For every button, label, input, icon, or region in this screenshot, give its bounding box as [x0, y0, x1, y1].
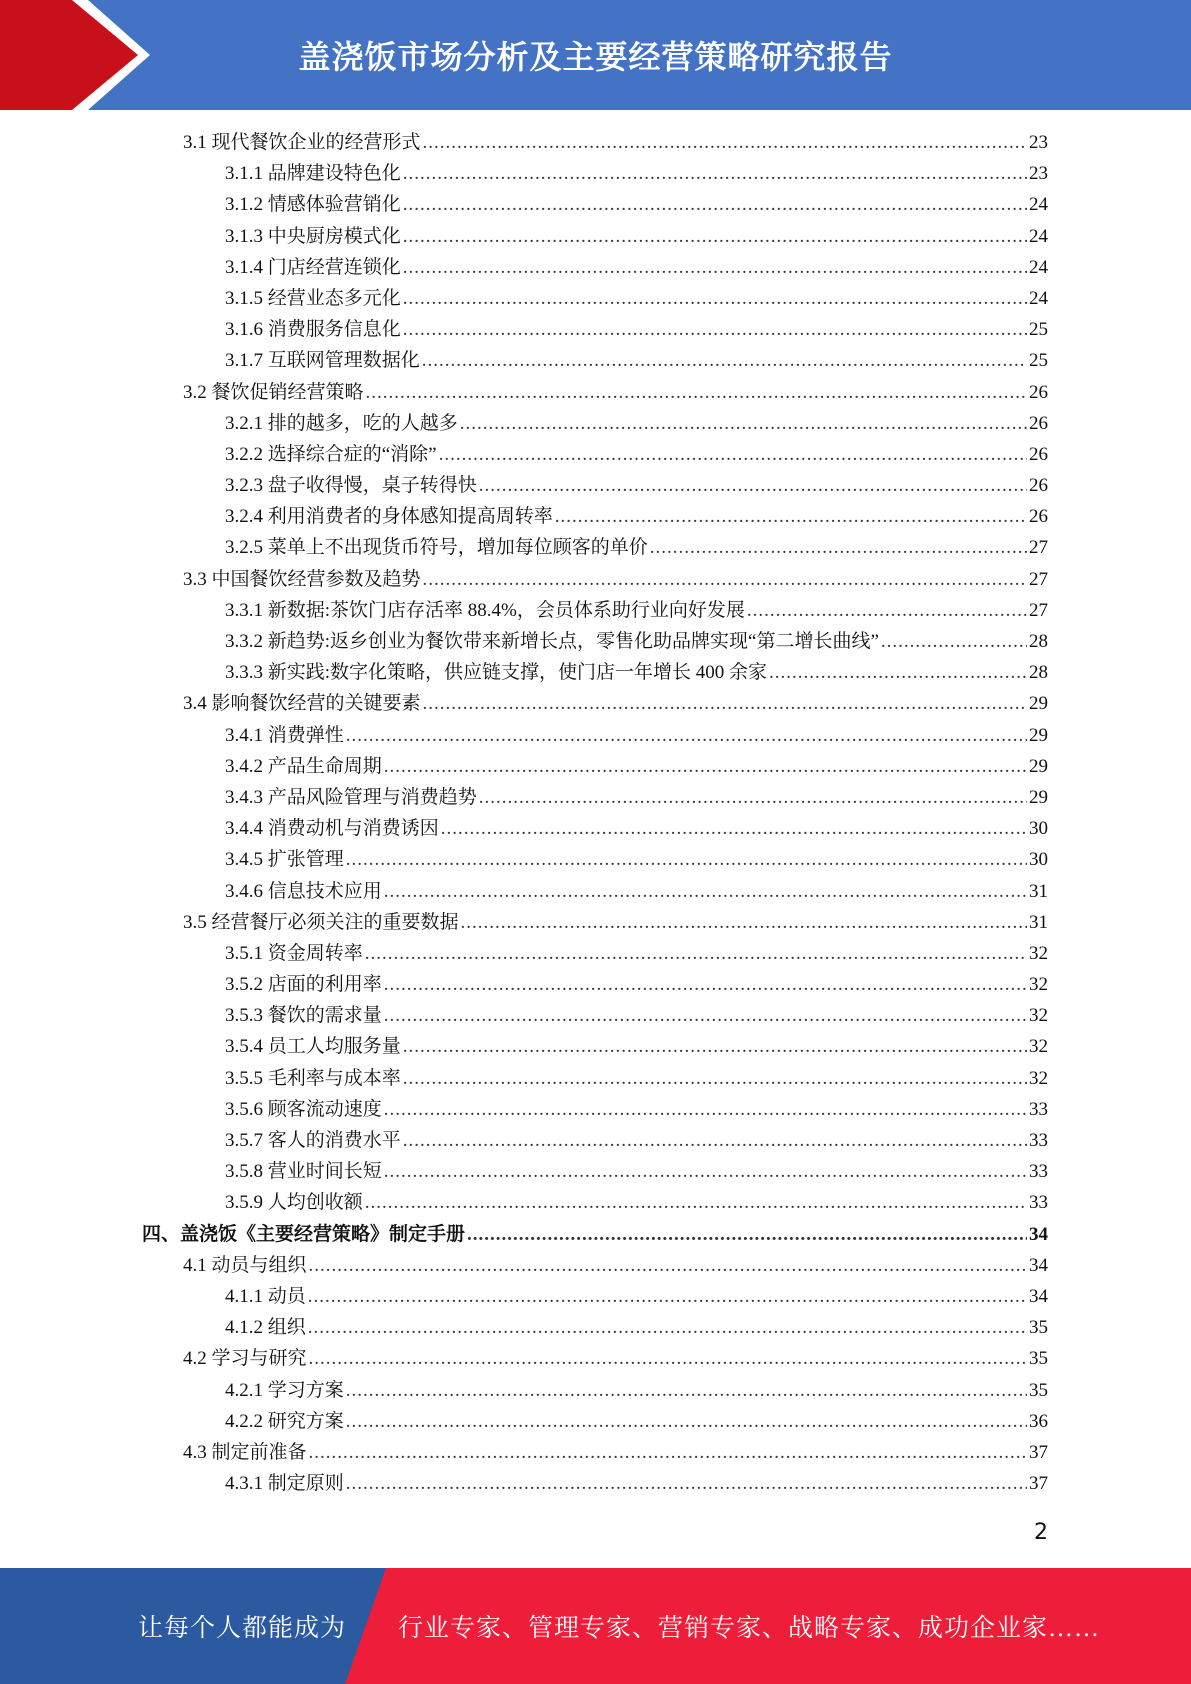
toc-entry-page: 24 [1029, 194, 1048, 216]
toc-entry-title: 3.4.3 产品风险管理与消费趋势 [225, 786, 477, 808]
toc-entry-title: 3.2 餐饮促销经营策略 [183, 381, 364, 403]
toc-entry[interactable] [142, 720, 1048, 751]
toc-entry[interactable] [142, 1343, 1048, 1374]
toc-entry[interactable] [142, 189, 1048, 220]
toc-dot-leader [365, 943, 1027, 965]
page-title: 盖浇饭市场分析及主要经营策略研究报告 [298, 38, 893, 76]
toc-entry-page: 30 [1029, 818, 1048, 840]
toc-dot-leader [403, 1036, 1027, 1058]
toc-entry[interactable] [142, 595, 1048, 626]
toc-dot-leader [423, 569, 1027, 591]
toc-entry[interactable] [142, 1156, 1048, 1187]
toc-dot-leader [384, 974, 1027, 996]
toc-entry[interactable] [142, 345, 1048, 376]
page-number: 2 [1034, 1520, 1048, 1545]
toc-entry-page: 23 [1029, 163, 1048, 185]
page-header [0, 0, 1191, 110]
toc-dot-leader [308, 1286, 1027, 1308]
toc-entry[interactable] [142, 813, 1048, 844]
toc-entry-page: 24 [1029, 287, 1048, 309]
toc-entry-page: 28 [1029, 631, 1048, 652]
toc-entry-title: 3.1.2 情感体验营销化 [225, 194, 401, 216]
toc-entry-page: 27 [1029, 537, 1048, 559]
toc-entry-title: 3.1.5 经营业态多元化 [225, 287, 401, 309]
toc-dot-leader [384, 881, 1027, 903]
toc-entry-title: 3.3.2 新趋势:返乡创业为餐饮带来新增长点，零售化助品牌实现“第二增长曲线” [225, 631, 879, 652]
toc-entry-page: 29 [1029, 693, 1048, 715]
toc-entry-page: 25 [1029, 319, 1048, 341]
toc-entry[interactable] [142, 1031, 1048, 1062]
footer-slogan-left-text: 让每个人都能成为 [137, 1615, 346, 1642]
toc-dot-leader [346, 725, 1027, 747]
toc-entry-page: 32 [1029, 974, 1048, 996]
toc-dot-leader [366, 382, 1027, 404]
toc-dot-leader [309, 1442, 1027, 1464]
footer-slogan-right: 行业专家、管理专家、营销专家、战略专家、成功企业家…… [398, 1615, 1101, 1642]
toc-entry[interactable] [142, 1406, 1048, 1437]
toc-entry-page: 29 [1029, 724, 1048, 746]
toc-dot-leader [441, 818, 1027, 840]
header-red-chevron [0, 0, 138, 110]
toc-dot-leader [769, 662, 1027, 684]
toc-entry-title: 3.5.2 店面的利用率 [225, 974, 382, 996]
toc-entry-page: 33 [1029, 1192, 1048, 1214]
toc-entry-title: 3.1.4 门店经营连锁化 [225, 256, 401, 278]
table-of-contents [142, 127, 1048, 1499]
toc-dot-leader [403, 1068, 1027, 1090]
toc-entry[interactable] [142, 221, 1048, 252]
toc-entry-page: 26 [1029, 381, 1048, 403]
toc-entry[interactable] [142, 876, 1048, 907]
toc-dot-leader [423, 132, 1027, 154]
toc-entry[interactable] [142, 782, 1048, 813]
toc-entry[interactable] [142, 1125, 1048, 1156]
toc-entry-title: 4.2.2 研究方案 [225, 1410, 344, 1432]
toc-entry-title: 3.4.5 扩张管理 [225, 849, 344, 871]
toc-entry-title: 4.1.1 动员 [225, 1285, 306, 1307]
toc-entry-title: 3.2.3 盘子收得慢，桌子转得快 [225, 475, 477, 497]
toc-entry-page: 30 [1029, 849, 1048, 871]
toc-entry-page: 24 [1029, 256, 1048, 278]
toc-entry-page: 34 [1029, 1285, 1048, 1307]
toc-entry-title: 3.5.5 毛利率与成本率 [225, 1067, 401, 1089]
toc-entry-page: 25 [1029, 350, 1048, 372]
toc-entry-page: 36 [1029, 1410, 1048, 1432]
toc-dot-leader [881, 631, 1027, 653]
toc-entry[interactable] [142, 1250, 1048, 1281]
toc-entry-page: 33 [1029, 1161, 1048, 1183]
footer-slogan-left [0, 1568, 345, 1684]
toc-entry[interactable] [142, 751, 1048, 782]
toc-entry-title: 3.5.4 员工人均服务量 [225, 1036, 401, 1058]
toc-dot-leader [346, 1473, 1027, 1495]
toc-entry[interactable] [142, 938, 1048, 969]
toc-entry-page: 29 [1029, 786, 1048, 808]
toc-entry-title: 3.4.1 消费弹性 [225, 724, 344, 746]
toc-entry[interactable] [142, 314, 1048, 345]
toc-dot-leader [403, 1130, 1027, 1152]
toc-entry[interactable] [142, 844, 1048, 875]
toc-dot-leader [422, 350, 1027, 372]
toc-dot-leader [346, 1411, 1027, 1433]
toc-dot-leader [403, 288, 1027, 310]
toc-entry-title: 3.3 中国餐饮经营参数及趋势 [183, 568, 421, 590]
toc-entry-page: 27 [1029, 599, 1048, 621]
toc-entry-title: 3.3.1 新数据:茶饮门店存活率 88.4%，会员体系助行业向好发展 [225, 599, 745, 621]
toc-entry-page: 29 [1029, 755, 1048, 777]
toc-entry[interactable] [142, 1468, 1048, 1499]
toc-entry[interactable] [142, 1312, 1048, 1343]
toc-dot-leader [365, 1192, 1027, 1214]
toc-entry-title: 3.4.6 信息技术应用 [225, 880, 382, 902]
toc-entry-title: 3.2.4 利用消费者的身体感知提高周转率 [225, 506, 553, 528]
toc-dot-leader [403, 194, 1027, 216]
toc-entry-title: 四、盖浇饭《主要经营策略》制定手册 [142, 1223, 466, 1245]
toc-entry-title: 3.1.6 消费服务信息化 [225, 319, 401, 341]
toc-entry-page: 31 [1029, 911, 1048, 933]
toc-dot-leader [346, 1380, 1027, 1402]
toc-entry[interactable] [142, 907, 1048, 938]
toc-entry-page: 26 [1029, 506, 1048, 528]
toc-entry-page: 35 [1029, 1379, 1048, 1401]
toc-dot-leader [747, 600, 1027, 622]
toc-entry[interactable] [142, 1063, 1048, 1094]
toc-entry-page: 32 [1029, 1005, 1048, 1027]
toc-entry[interactable] [142, 252, 1048, 283]
toc-entry[interactable] [142, 1000, 1048, 1031]
toc-entry-page: 32 [1029, 1067, 1048, 1089]
toc-entry-page: 34 [1029, 1254, 1048, 1276]
toc-entry[interactable] [142, 1281, 1048, 1312]
toc-dot-leader [384, 756, 1027, 778]
toc-entry-title: 3.2.1 排的越多，吃的人越多 [225, 412, 458, 434]
toc-dot-leader [403, 319, 1027, 341]
toc-entry-title: 3.5.1 资金周转率 [225, 942, 363, 964]
toc-entry[interactable] [142, 501, 1048, 532]
toc-entry-title: 3.4 影响餐饮经营的关键要素 [183, 693, 421, 715]
toc-dot-leader [650, 537, 1027, 559]
toc-entry[interactable] [142, 564, 1048, 595]
toc-entry-title: 4.2 学习与研究 [183, 1348, 307, 1370]
toc-dot-leader [384, 1005, 1027, 1027]
toc-entry[interactable] [142, 657, 1048, 688]
toc-entry-title: 4.3 制定前准备 [183, 1441, 307, 1463]
toc-entry[interactable] [142, 283, 1048, 314]
toc-dot-leader [346, 849, 1027, 871]
toc-entry-title: 3.2.5 菜单上不出现货币符号，增加每位顾客的单价 [225, 537, 648, 559]
toc-entry-title: 3.2.2 选择综合症的“消除” [225, 443, 437, 465]
toc-entry-title: 3.5.9 人均创收额 [225, 1192, 363, 1214]
toc-entry-title: 4.1 动员与组织 [183, 1254, 307, 1276]
toc-entry[interactable] [142, 1187, 1048, 1218]
toc-entry-title: 4.3.1 制定原则 [225, 1473, 344, 1495]
toc-entry[interactable] [142, 158, 1048, 189]
toc-dot-leader [309, 1255, 1027, 1277]
toc-entry-title: 3.1 现代餐饮企业的经营形式 [183, 132, 421, 153]
toc-dot-leader [460, 413, 1027, 435]
toc-entry-page: 33 [1029, 1098, 1048, 1120]
toc-entry-page: 35 [1029, 1348, 1048, 1370]
toc-entry-page: 32 [1029, 1036, 1048, 1058]
toc-entry-title: 3.5.6 顾客流动速度 [225, 1098, 382, 1120]
toc-entry[interactable] [142, 408, 1048, 439]
toc-entry-page: 26 [1029, 443, 1048, 465]
toc-entry-title: 3.4.4 消费动机与消费诱因 [225, 818, 439, 840]
toc-entry[interactable] [142, 377, 1048, 408]
toc-entry-page: 28 [1029, 662, 1048, 684]
toc-entry[interactable] [142, 439, 1048, 470]
toc-entry-page: 37 [1029, 1441, 1048, 1463]
toc-entry-page: 35 [1029, 1317, 1048, 1339]
toc-entry-title: 4.1.2 组织 [225, 1317, 306, 1339]
toc-entry[interactable] [142, 1094, 1048, 1125]
toc-entry-title: 3.5.7 客人的消费水平 [225, 1130, 401, 1151]
toc-dot-leader [467, 1224, 1027, 1246]
toc-entry[interactable] [142, 688, 1048, 719]
toc-entry[interactable] [142, 1219, 1048, 1250]
toc-entry-title: 3.5.3 餐饮的需求量 [225, 1005, 382, 1027]
toc-entry-page: 26 [1029, 475, 1048, 497]
page-footer [0, 1568, 1191, 1684]
toc-entry-page: 31 [1029, 880, 1048, 902]
toc-entry-page: 27 [1029, 568, 1048, 590]
toc-entry-title: 3.1.1 品牌建设特色化 [225, 163, 401, 185]
toc-dot-leader [308, 1317, 1027, 1339]
toc-dot-leader [384, 1161, 1027, 1183]
toc-entry[interactable] [142, 626, 1048, 657]
toc-entry-title: 3.4.2 产品生命周期 [225, 755, 382, 777]
toc-entry[interactable] [142, 1437, 1048, 1468]
toc-dot-leader [461, 912, 1027, 934]
toc-entry[interactable] [142, 127, 1048, 158]
toc-entry-page: 37 [1029, 1473, 1048, 1495]
toc-entry-page: 26 [1029, 412, 1048, 434]
toc-entry[interactable] [142, 1375, 1048, 1406]
toc-entry-page: 23 [1029, 132, 1048, 153]
toc-entry-title: 3.1.3 中央厨房模式化 [225, 225, 401, 247]
toc-dot-leader [423, 693, 1027, 715]
toc-entry[interactable] [142, 532, 1048, 563]
toc-dot-leader [479, 787, 1027, 809]
toc-dot-leader [309, 1348, 1027, 1370]
toc-dot-leader [555, 506, 1027, 528]
toc-entry-page: 33 [1029, 1130, 1048, 1151]
toc-entry-page: 32 [1029, 942, 1048, 964]
toc-dot-leader [384, 1099, 1027, 1121]
toc-dot-leader [403, 226, 1027, 248]
toc-entry-title: 3.1.7 互联网管理数据化 [225, 350, 420, 372]
toc-entry[interactable] [142, 470, 1048, 501]
toc-dot-leader [479, 475, 1027, 497]
toc-entry-page: 24 [1029, 225, 1048, 247]
toc-dot-leader [403, 257, 1027, 279]
toc-dot-leader [403, 163, 1027, 185]
toc-entry-title: 3.5.8 营业时间长短 [225, 1161, 382, 1183]
toc-dot-leader [439, 444, 1027, 466]
toc-entry[interactable] [142, 969, 1048, 1000]
toc-entry-title: 4.2.1 学习方案 [225, 1379, 344, 1401]
toc-entry-page: 34 [1029, 1223, 1048, 1245]
toc-entry-title: 3.5 经营餐厅必须关注的重要数据 [183, 911, 459, 933]
toc-entry-title: 3.3.3 新实践:数字化策略，供应链支撑，使门店一年增长 400 余家 [225, 662, 768, 684]
